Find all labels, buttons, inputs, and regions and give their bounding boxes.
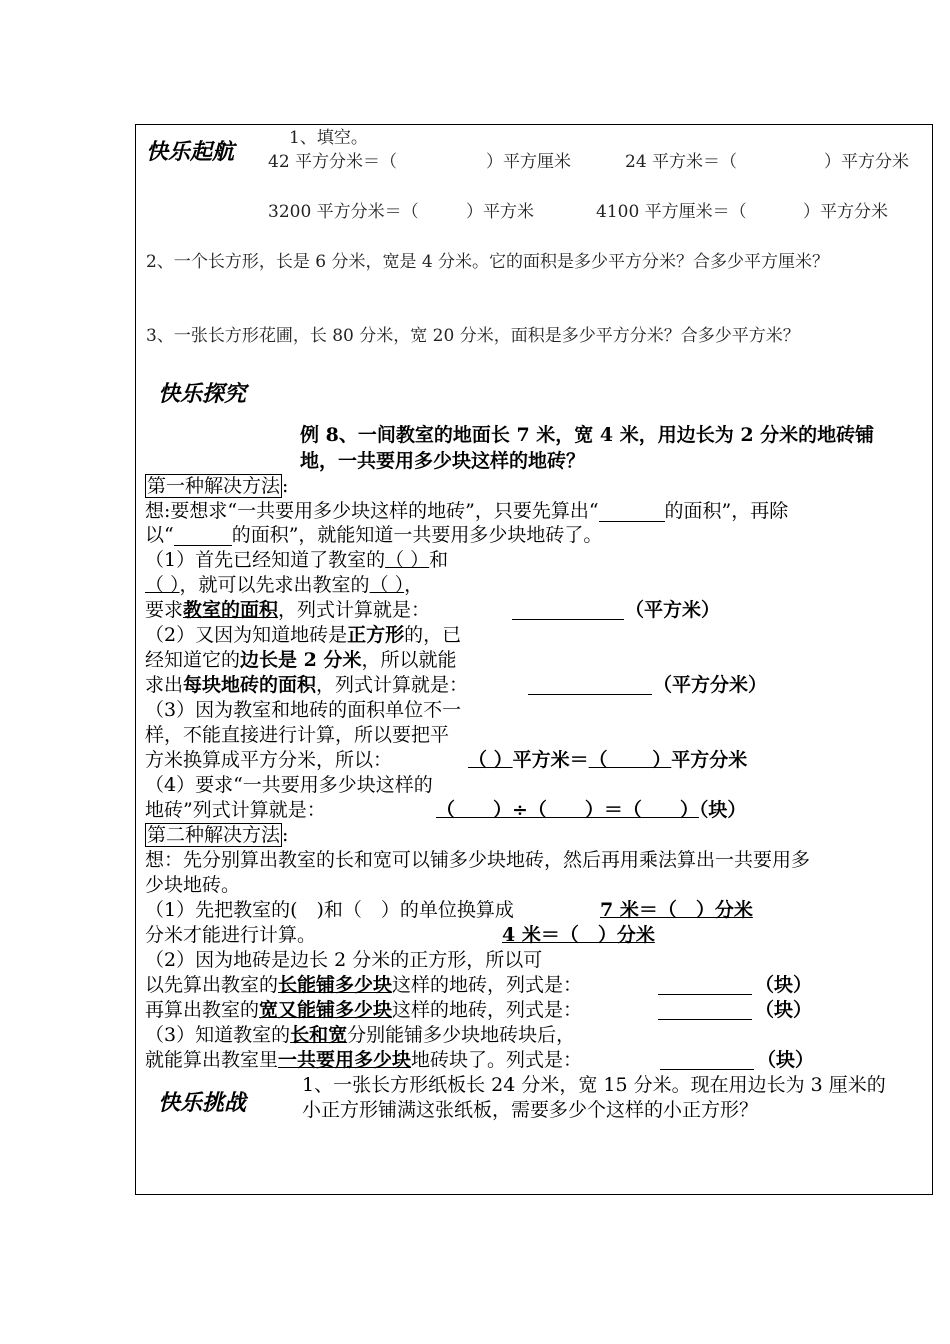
challenge-line-1: 1、一张长方形纸板长 24 分米，宽 15 分米。现在用边长为 3 厘米的 [302, 1074, 886, 1096]
q1-d-prompt: 4100 平方厘米＝（ [596, 202, 747, 222]
m2-step1-line-2: 分米才能进行计算。 [145, 924, 317, 946]
m1-step1-line-2: （ ），就可以先求出教室的（ ）， [145, 574, 424, 596]
q2-text: 2、一个长方形，长是 6 分米，宽是 4 分米。它的面积是多少平方分米？合多少平方厘米？ [146, 252, 830, 272]
unit-square-decimeter: （平方分米） [653, 674, 768, 696]
unit-square-meter: （平方米） [625, 599, 721, 621]
m1-step3-line-1: （3）因为教室和地砖的面积单位不一 [145, 699, 462, 721]
q1-c-unit: ）平方米 [466, 202, 534, 222]
m1-step2-line-3: 求出每块地砖的面积，列式计算就是： [145, 674, 469, 696]
m1-conversion: （ ）平方米＝（ ）平方分米 [468, 749, 748, 771]
m1-step4-line-1: （4）要求“一共要用多少块这样的 [145, 774, 433, 796]
q1-d-unit: ）平方分米 [803, 202, 888, 222]
m1-step4-line-2: 地砖”列式计算就是： [145, 799, 326, 821]
section-title-happy-challenge: 快乐挑战 [158, 1090, 247, 1116]
answer-paren[interactable]: （ ） [369, 574, 405, 596]
m2-step2-line-3: 再算出教室的宽又能铺多少块这样的地砖，列式是： [145, 999, 583, 1021]
m2-step3-line-2: 就能算出教室里一共要用多少块地砖块了。列式是： [145, 1049, 583, 1071]
m1-step2-line-1: （2）又因为知道地砖是正方形的，已 [145, 624, 462, 646]
method2-heading: 第二种解决方法 : [147, 824, 289, 846]
q1-a-unit: ）平方厘米 [486, 152, 571, 172]
answer-blank[interactable] [174, 526, 232, 546]
m2-step2-line-2: 以先算出教室的长能铺多少块这样的地砖，列式是： [145, 974, 583, 996]
m1-step1-line-1: （1）首先已经知道了教室的（ ）和 [145, 549, 449, 571]
method1-heading: 第一种解决方法 : [147, 475, 289, 497]
example-line-1: 例 8、一间教室的地面长 7 米，宽 4 米，用边长为 2 分米的地砖铺 [300, 424, 875, 446]
answer-line-length-tiles[interactable] [658, 993, 752, 995]
answer-line-tile-area[interactable] [528, 693, 652, 695]
unit-block: （块） [755, 974, 813, 996]
q1-a-prompt: 42 平方分米＝（ [268, 152, 398, 172]
unit-block: （块） [755, 999, 813, 1021]
m2-convert-width[interactable]: 4 米＝（ ）分米 [502, 924, 655, 946]
answer-blank[interactable] [599, 502, 665, 522]
section-title-happy-explore: 快乐探究 [158, 381, 247, 407]
m1-step1-line-3: 要求教室的面积，列式计算就是： [145, 599, 431, 621]
m2-think-line-2: 少块地砖。 [145, 874, 241, 896]
m1-think-line-2: 以“ 的面积”，就能知道一共要用多少块地砖了。 [145, 524, 603, 546]
m2-convert-length[interactable]: 7 米＝（ ）分米 [600, 899, 753, 921]
q3-text: 3、一张长方形花圃，长 80 分米，宽 20 分米，面积是多少平方分米？合多少平方米？ [146, 326, 800, 346]
q1-label: 1、填空。 [289, 128, 368, 148]
answer-paren[interactable]: （ ） [385, 549, 430, 571]
method2-title: 第二种解决方法 [147, 824, 281, 846]
answer-line-total-tiles[interactable] [660, 1068, 754, 1070]
answer-line-width-tiles[interactable] [658, 1018, 752, 1020]
example-line-2: 地，一共要用多少块这样的地砖？ [300, 450, 586, 472]
m2-step2-line-1: （2）因为地砖是边长 2 分米的正方形，所以可 [145, 949, 543, 971]
m1-think-line-1: 想:要想求“一共要用多少块这样的地砖”，只要先算出“ 的面积”，再除 [145, 500, 789, 522]
answer-paren[interactable]: （ ） [468, 749, 513, 771]
m1-step2-line-2: 经知道它的边长是 2 分米，所以就能 [145, 649, 457, 671]
answer-paren[interactable]: （ ） [145, 574, 180, 596]
m2-step1-line-1: （1）先把教室的( )和（ ）的单位换算成 [145, 899, 514, 921]
m1-division-expression: （ ）÷（ ）＝（ ）（块） [436, 799, 747, 821]
answer-line-room-area[interactable] [512, 618, 624, 620]
method1-title: 第一种解决方法 [147, 475, 281, 497]
m2-think-line-1: 想：先分别算出教室的长和宽可以铺多少块地砖，然后再用乘法算出一共要用多 [145, 849, 811, 871]
m1-step3-line-3: 方米换算成平方分米，所以： [145, 749, 393, 771]
m2-step3-line-1: （3）知道教室的长和宽分别能铺多少块地砖块后， [145, 1024, 576, 1046]
answer-paren[interactable]: （ ） [588, 749, 672, 771]
division-blanks[interactable]: （ ）÷（ ）＝（ ） [436, 799, 699, 821]
section-title-happy-start: 快乐起航 [146, 139, 235, 165]
q1-c-prompt: 3200 平方分米＝（ [268, 202, 419, 222]
q1-b-prompt: 24 平方米＝（ [625, 152, 738, 172]
unit-block: （块） [757, 1049, 815, 1071]
q1-b-unit: ）平方分米 [824, 152, 909, 172]
challenge-line-2: 小正方形铺满这张纸板，需要多少个这样的小正方形？ [302, 1099, 759, 1121]
m1-step3-line-2: 样，不能直接进行计算，所以要把平 [145, 724, 450, 746]
